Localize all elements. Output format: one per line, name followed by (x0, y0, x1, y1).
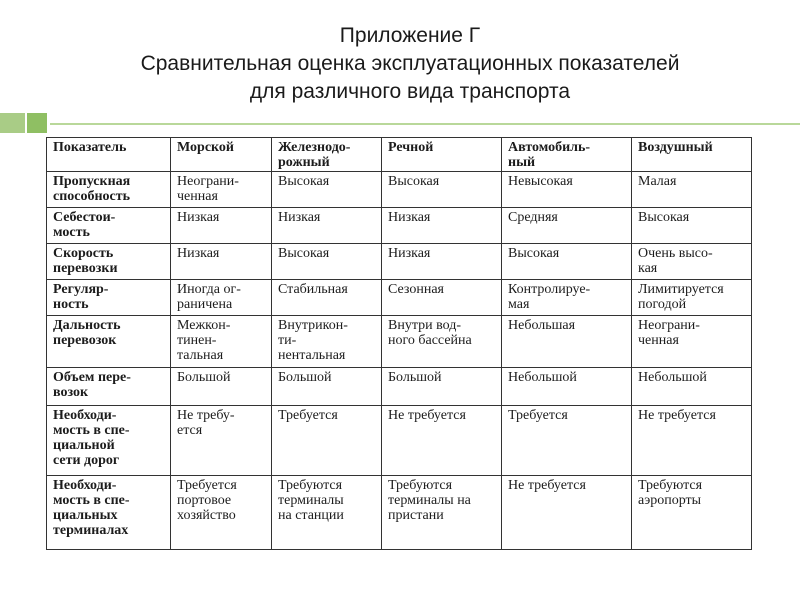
table-cell: Требуется портовое хозяйство (171, 476, 272, 550)
header-indicator: Показатель (47, 138, 171, 172)
appendix-label: Приложение Г (339, 24, 481, 47)
table-cell: Требуются терминалы на пристани (382, 476, 502, 550)
row-label: Объем пере- возок (47, 368, 171, 406)
table-row (47, 244, 752, 280)
table-cell: Неограни- ченная (171, 172, 272, 208)
comparison-table (46, 137, 752, 550)
row-label: Пропускная способность (47, 172, 171, 208)
table-header-row (47, 138, 752, 172)
table-cell: Не требуется (632, 406, 752, 476)
table-cell: Внутри вод- ного бассейна (382, 316, 502, 368)
table-cell: Межкон- тинен- тальная (171, 316, 272, 368)
table-cell: Требуются аэропорты (632, 476, 752, 550)
row-label: Скорость перевозки (47, 244, 171, 280)
table-cell: Высокая (502, 244, 632, 280)
row-label: Необходи- мость в спе- циальных терминалах (47, 476, 171, 550)
table-cell: Высокая (632, 208, 752, 244)
table-cell: Невысокая (502, 172, 632, 208)
table-cell: Средняя (502, 208, 632, 244)
table-cell: Не требу- ется (171, 406, 272, 476)
table-cell: Низкая (382, 244, 502, 280)
table-row (47, 476, 752, 550)
table-row (47, 208, 752, 244)
header-road: Автомобиль- ный (502, 138, 632, 172)
decorative-green-square-inner (27, 113, 47, 133)
table-cell: Очень высо- кая (632, 244, 752, 280)
table-cell: Небольшая (502, 316, 632, 368)
table-cell: Требуется (502, 406, 632, 476)
table-cell: Высокая (272, 244, 382, 280)
table-cell: Низкая (171, 208, 272, 244)
row-label: Регуляр- ность (47, 280, 171, 316)
table-cell: Иногда ог- раничена (171, 280, 272, 316)
table-cell: Низкая (382, 208, 502, 244)
header-air: Воздушный (632, 138, 752, 172)
decorative-green-square (0, 113, 25, 133)
table-cell: Высокая (272, 172, 382, 208)
decorative-green-rule (50, 123, 800, 125)
table-cell: Высокая (382, 172, 502, 208)
page-title-line-1: Сравнительная оценка эксплуатационных показателей (140, 52, 680, 75)
table-row (47, 368, 752, 406)
header-rail: Железнодо- рожный (272, 138, 382, 172)
table-cell: Низкая (171, 244, 272, 280)
header-sea: Морской (171, 138, 272, 172)
table-cell: Не требуется (502, 476, 632, 550)
table-cell: Малая (632, 172, 752, 208)
row-label: Дальность перевозок (47, 316, 171, 368)
table-cell: Низкая (272, 208, 382, 244)
table-cell: Требуются терминалы на станции (272, 476, 382, 550)
table-cell: Стабильная (272, 280, 382, 316)
table-cell: Внутрикон- ти- нентальная (272, 316, 382, 368)
header-river: Речной (382, 138, 502, 172)
table-cell: Лимитируется погодой (632, 280, 752, 316)
table-row (47, 280, 752, 316)
table-cell: Контролируе- мая (502, 280, 632, 316)
table-cell: Большой (382, 368, 502, 406)
table-cell: Требуется (272, 406, 382, 476)
table-row (47, 172, 752, 208)
row-label: Себестои- мость (47, 208, 171, 244)
table-cell: Небольшой (502, 368, 632, 406)
table-cell: Большой (171, 368, 272, 406)
table-cell: Неограни- ченная (632, 316, 752, 368)
table-cell: Большой (272, 368, 382, 406)
table-cell: Сезонная (382, 280, 502, 316)
title-block (60, 22, 760, 106)
table-row (47, 316, 752, 368)
table-cell: Небольшой (632, 368, 752, 406)
table-row (47, 406, 752, 476)
row-label: Необходи- мость в спе- циальной сети дорог (47, 406, 171, 476)
page-title-line-2: для различного вида транспорта (249, 80, 571, 103)
table-cell: Не требуется (382, 406, 502, 476)
